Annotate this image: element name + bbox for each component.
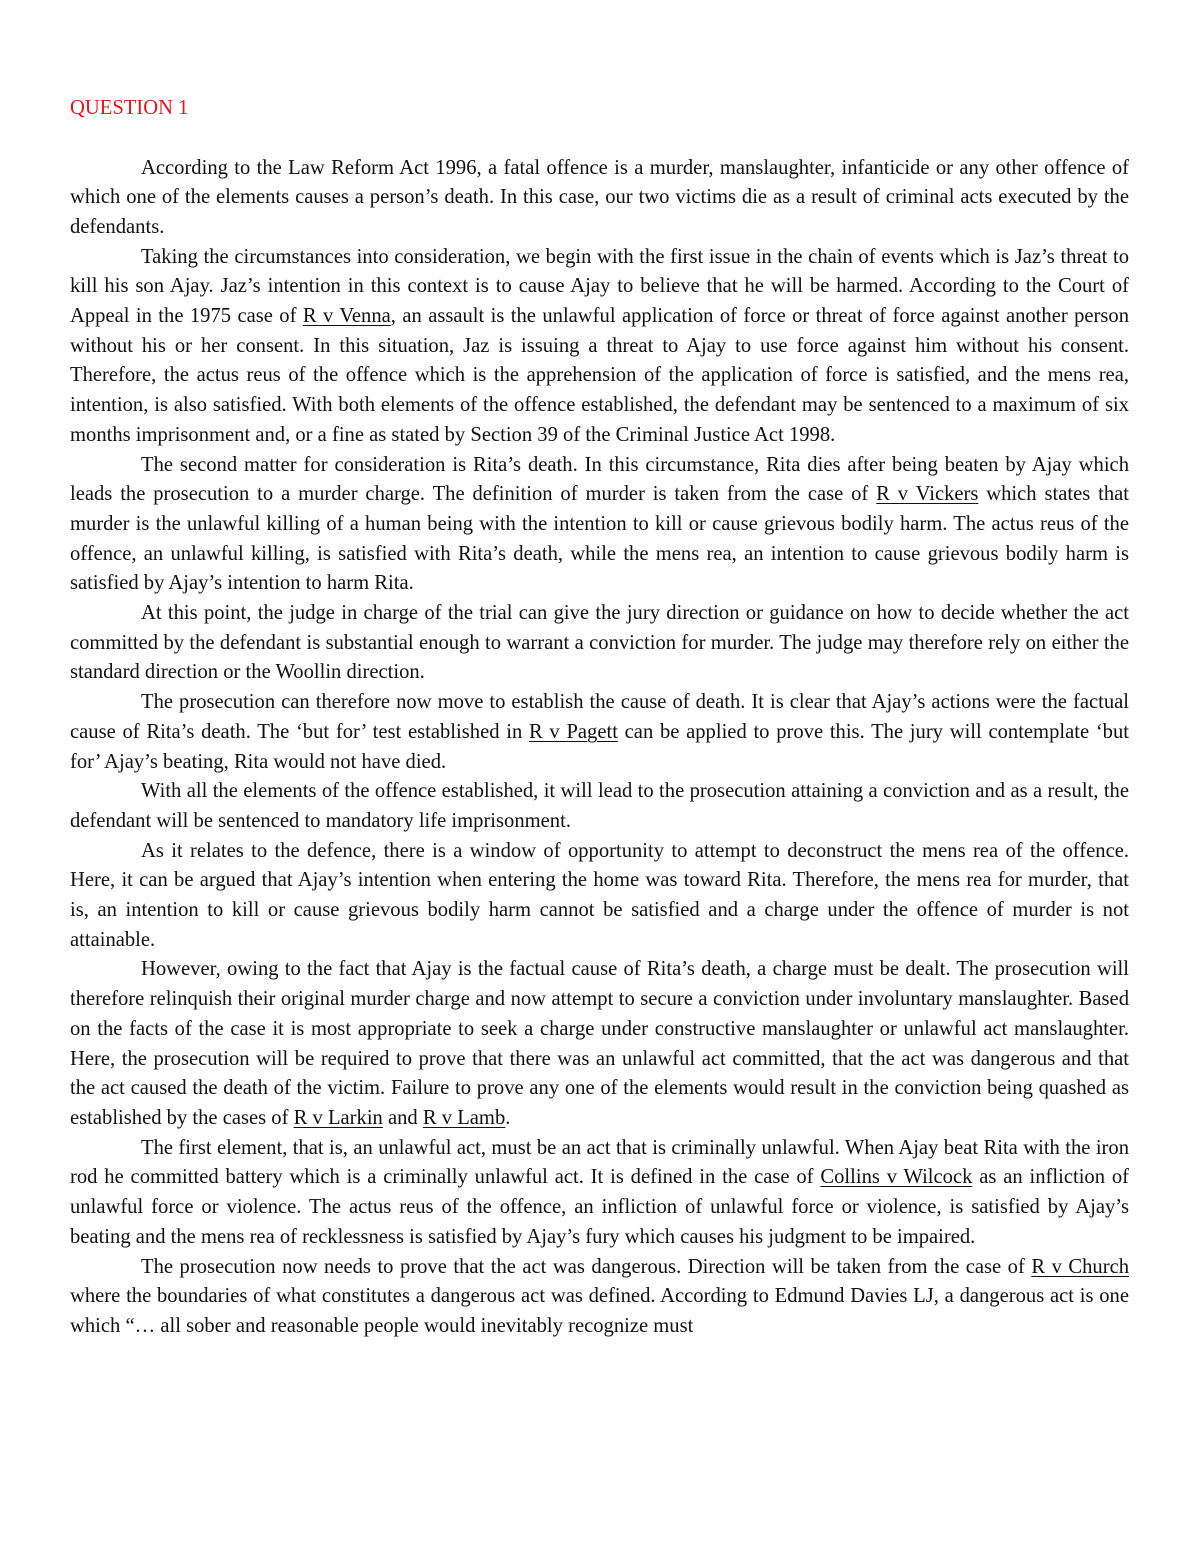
- paragraph: [70, 1253, 1129, 1342]
- paragraph-text: can be applied to prove this. The jury will contemplate ‘but for’ Ajay’s beating, Rita would not have died.: [70, 720, 1129, 773]
- paragraph: [70, 688, 1129, 777]
- paragraph-text: .: [505, 1107, 511, 1129]
- paragraph-text: However, owing to the fact that Ajay is the factual cause of Rita’s death, a charge must be dealt. The prosecution will therefore relinquish their original murder charge and now attempt to secure a conviction under involuntary manslaughter. Based on the facts of the case it is most appropriate to seek a charge under constructive manslaughter or unlawful act manslaughter. Here, the prosecution will be required to prove that there was an unlawful act committed, that the act was dangerous and that the act caused the death of the victim. Failure to prove any one of the elements would result in the conviction being quashed as established by the cases of: [70, 958, 1129, 1129]
- case-citation: R v Venna: [302, 305, 391, 328]
- paragraph-text: as an infliction of unlawful force or violence. The actus reus of the offence, an infliction of unlawful force or violence, is satisfied by Ajay’s beating and the mens rea of recklessness is satisfied by Ajay’s fury which causes his judgment to be impaired.: [70, 1166, 1130, 1248]
- paragraph-text: Taking the circumstances into consideration, we begin with the first issue in the chain of events which is Jaz’s threat to kill his son Ajay. Jaz’s intention in this context is to cause Ajay to believe that he will be harmed. According to the Court of Appeal in the 1975 case of: [70, 245, 1129, 328]
- document-page: [70, 92, 1129, 1342]
- case-citation: Collins v Wilcock: [820, 1166, 973, 1189]
- paragraph-text: and: [382, 1107, 423, 1129]
- case-citation: R v Vickers: [876, 483, 979, 506]
- paragraph-text: As it relates to the defence, there is a window of opportunity to attempt to deconstruct the mens rea of the offence. Here, it can be argued that Ajay’s intention when entering the home was toward Rita. Therefore, the mens rea for murder, that is, an intention to kill or cause grievous bodily harm cannot be satisfied and a charge under the offence of murder is not attainable.: [70, 839, 1129, 951]
- paragraph: [70, 777, 1129, 836]
- case-citation: R v Larkin: [293, 1107, 383, 1129]
- paragraph-text: The first element, that is, an unlawful act, must be an act that is criminally unlawful. When Ajay beat Rita with the iron rod he committed battery which is a criminally unlawful act. It is defined in the case of: [70, 1136, 1129, 1189]
- paragraph: [70, 599, 1129, 688]
- document-body: [70, 154, 1129, 1342]
- question-heading: QUESTION 1: [70, 97, 189, 119]
- paragraph: [70, 955, 1129, 1133]
- paragraph-text: which states that murder is the unlawful killing of a human being with the intention to kill or cause grievous bodily harm. The actus reus of the offence, an unlawful killing, is satisfied with Rita’s death, while the mens rea, an intention to cause grievous bodily harm is satisfied by Ajay’s intention to harm Rita.: [70, 483, 1129, 595]
- paragraph-text: At this point, the judge in charge of the trial can give the jury direction or guidance on how to decide whether the act committed by the defendant is substantial enough to warrant a conviction for murder. The judge may therefore rely on either the standard direction or the Woollin direction.: [70, 602, 1129, 684]
- paragraph-text: With all the elements of the offence established, it will lead to the prosecution attaining a conviction and as a result, the defendant will be sentenced to mandatory life imprisonment.: [70, 780, 1129, 832]
- case-citation: R v Lamb: [422, 1107, 506, 1129]
- paragraph-text: where the boundaries of what constitutes a dangerous act was defined. According to Edmund Davies LJ, a dangerous act is one which “… all sober and reasonable people would inevitably recognize must: [70, 1285, 1129, 1337]
- paragraph-text: According to the Law Reform Act 1996, a fatal offence is a murder, manslaughter, infanticide or any other offence of which one of the elements causes a person’s death. In this case, our two victims die as a result of criminal acts executed by the defendants.: [70, 156, 1129, 238]
- paragraph: [70, 154, 1129, 243]
- case-citation: R v Pagett: [528, 720, 618, 743]
- case-citation: R v Church: [1031, 1255, 1130, 1278]
- paragraph: [70, 243, 1129, 451]
- paragraph-text: The second matter for consideration is Rita’s death. In this circumstance, Rita dies after being beaten by Ajay which leads the prosecution to a murder charge. The definition of murder is taken from the case of: [70, 453, 1129, 506]
- paragraph-text: The prosecution now needs to prove that the act was dangerous. Direction will be taken from the case of: [141, 1255, 1032, 1278]
- paragraph-text: The prosecution can therefore now move to establish the cause of death. It is clear that Ajay’s actions were the factual cause of Rita’s death. The ‘but for’ test established in: [70, 691, 1129, 743]
- paragraph-text: , an assault is the unlawful application of force or threat of force against another person without his or her consent. In this situation, Jaz is issuing a threat to Ajay to use force against him without his consent. Therefore, the actus reus of the offence which is the apprehension of the application of force is satisfied, and the mens rea, intention, is also satisfied. With both elements of the offence established, the defendant may be sentenced to a maximum of six months imprisonment and, or a fine as stated by Section 39 of the Criminal Justice Act 1998.: [70, 305, 1130, 446]
- paragraph: [70, 451, 1129, 600]
- paragraph: [70, 837, 1129, 956]
- paragraph: [70, 1134, 1129, 1253]
